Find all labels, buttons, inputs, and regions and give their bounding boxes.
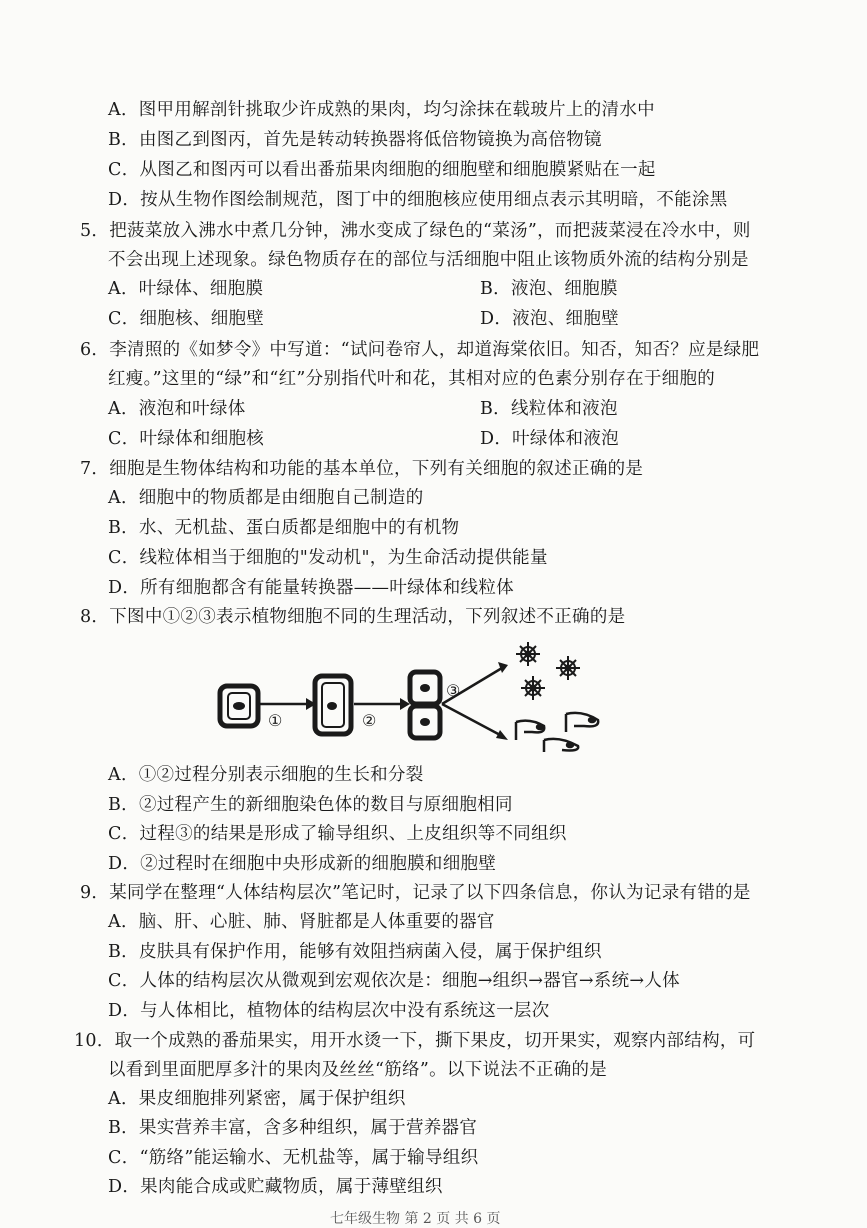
q8-option-a: A．①②过程分别表示细胞的生长和分裂 [108,765,424,785]
q5-stem-line2: 不会出现上述现象。绿色物质存在的部位与活细胞中阻止该物质外流的结构分别是 [108,250,749,270]
q8-stem: 8．下图中①②③表示植物细胞不同的生理活动，下列叙述不正确的是 [80,607,626,627]
q6-stem-line1: 6．李清照的《如梦令》中写道：“试问卷帘人，却道海棠依旧。知否，知否？应是绿肥 [80,340,760,360]
q10-option-c: C．“筋络”能运输水、无机盐等，属于输导组织 [108,1148,479,1168]
q8-option-d: D．②过程时在细胞中央形成新的细胞膜和细胞壁 [108,854,497,874]
q10-stem-line2: 以看到里面肥厚多汁的果肉及丝丝“筋络”。以下说法不正确的是 [108,1060,608,1080]
label-3: ③ [446,681,461,700]
q9-option-c: C．人体的结构层次从微观到宏观依次是：细胞→组织→器官→系统→人体 [108,971,680,991]
page-footer: 七年级生物 第 2 页 共 6 页 [330,1211,501,1227]
q9-option-d: D．与人体相比，植物体的结构层次中没有系统这一层次 [108,1001,550,1021]
q7-option-a: A．细胞中的物质都是由细胞自己制造的 [108,488,424,508]
cell-process-diagram [210,640,620,755]
divided-cells-icon [410,672,440,738]
q10-option-d: D．果肉能合成或贮藏物质，属于薄壁组织 [108,1177,443,1197]
q6-option-d: D．叶绿体和液泡 [480,429,619,449]
q9-stem: 9．某同学在整理“人体结构层次”笔记时，记录了以下四条信息，你认为记录有错的是 [80,883,751,903]
q5-stem-line1: 5．把菠菜放入沸水中煮几分钟，沸水变成了绿色的“菜汤”，而把菠菜浸在冷水中，则 [80,221,751,241]
q5-option-d: D．液泡、细胞壁 [480,309,619,329]
q10-stem-line1: 10．取一个成熟的番茄果实，用开水烫一下，撕下果皮，切开果实，观察内部结构，可 [74,1031,756,1051]
q7-option-c: C．线粒体相当于细胞的"发动机"，为生命活动提供能量 [108,548,548,568]
q4-option-b: B．由图乙到图丙，首先是转动转换器将低倍物镜换为高倍物镜 [108,130,602,150]
q5-option-a: A．叶绿体、细胞膜 [108,279,264,299]
q5-option-b: B．液泡、细胞膜 [480,279,618,299]
q6-option-c: C．叶绿体和细胞核 [108,429,265,449]
q4-option-c: C．从图乙和图丙可以看出番茄果肉细胞的细胞壁和细胞膜紧贴在一起 [108,160,656,180]
q10-option-a: A．果皮细胞排列紧密，属于保护组织 [108,1089,406,1109]
label-1: ① [268,711,283,730]
q7-option-b: B．水、无机盐、蛋白质都是细胞中的有机物 [108,518,460,538]
small-cell-icon [220,686,258,726]
elongated-cells-icon [516,713,598,752]
grown-cell-icon [315,676,351,734]
q4-option-d: D．按从生物作图绘制规范，图丁中的细胞核应使用细点表示其明暗，不能涂黑 [108,190,728,210]
q9-option-a: A．脑、肝、心脏、肺、肾脏都是人体重要的器官 [108,912,495,932]
q4-option-a: A．图甲用解剖针挑取少许成熟的果肉，均匀涂抹在载玻片上的清水中 [108,100,655,120]
q10-option-b: B．果实营养丰富，含多种组织，属于营养器官 [108,1118,478,1138]
q8-option-b: B．②过程产生的新细胞染色体的数目与原细胞相同 [108,795,513,815]
label-2: ② [362,711,377,730]
q5-option-c: C．细胞核、细胞壁 [108,309,265,329]
q6-option-a: A．液泡和叶绿体 [108,399,246,419]
q6-stem-line2: 红瘦。”这里的“绿”和“红”分别指代叶和花，其相对应的色素分别存在于细胞的 [108,369,716,389]
star-cells-icon [516,642,580,700]
q6-option-b: B．线粒体和液泡 [480,399,618,419]
q8-option-c: C．过程③的结果是形成了输导组织、上皮组织等不同组织 [108,824,567,844]
q7-stem: 7．细胞是生物体结构和功能的基本单位，下列有关细胞的叙述正确的是 [80,459,644,479]
q7-option-d: D．所有细胞都含有能量转换器——叶绿体和线粒体 [108,578,514,598]
q9-option-b: B．皮肤具有保护作用，能够有效阻挡病菌入侵，属于保护组织 [108,942,602,962]
